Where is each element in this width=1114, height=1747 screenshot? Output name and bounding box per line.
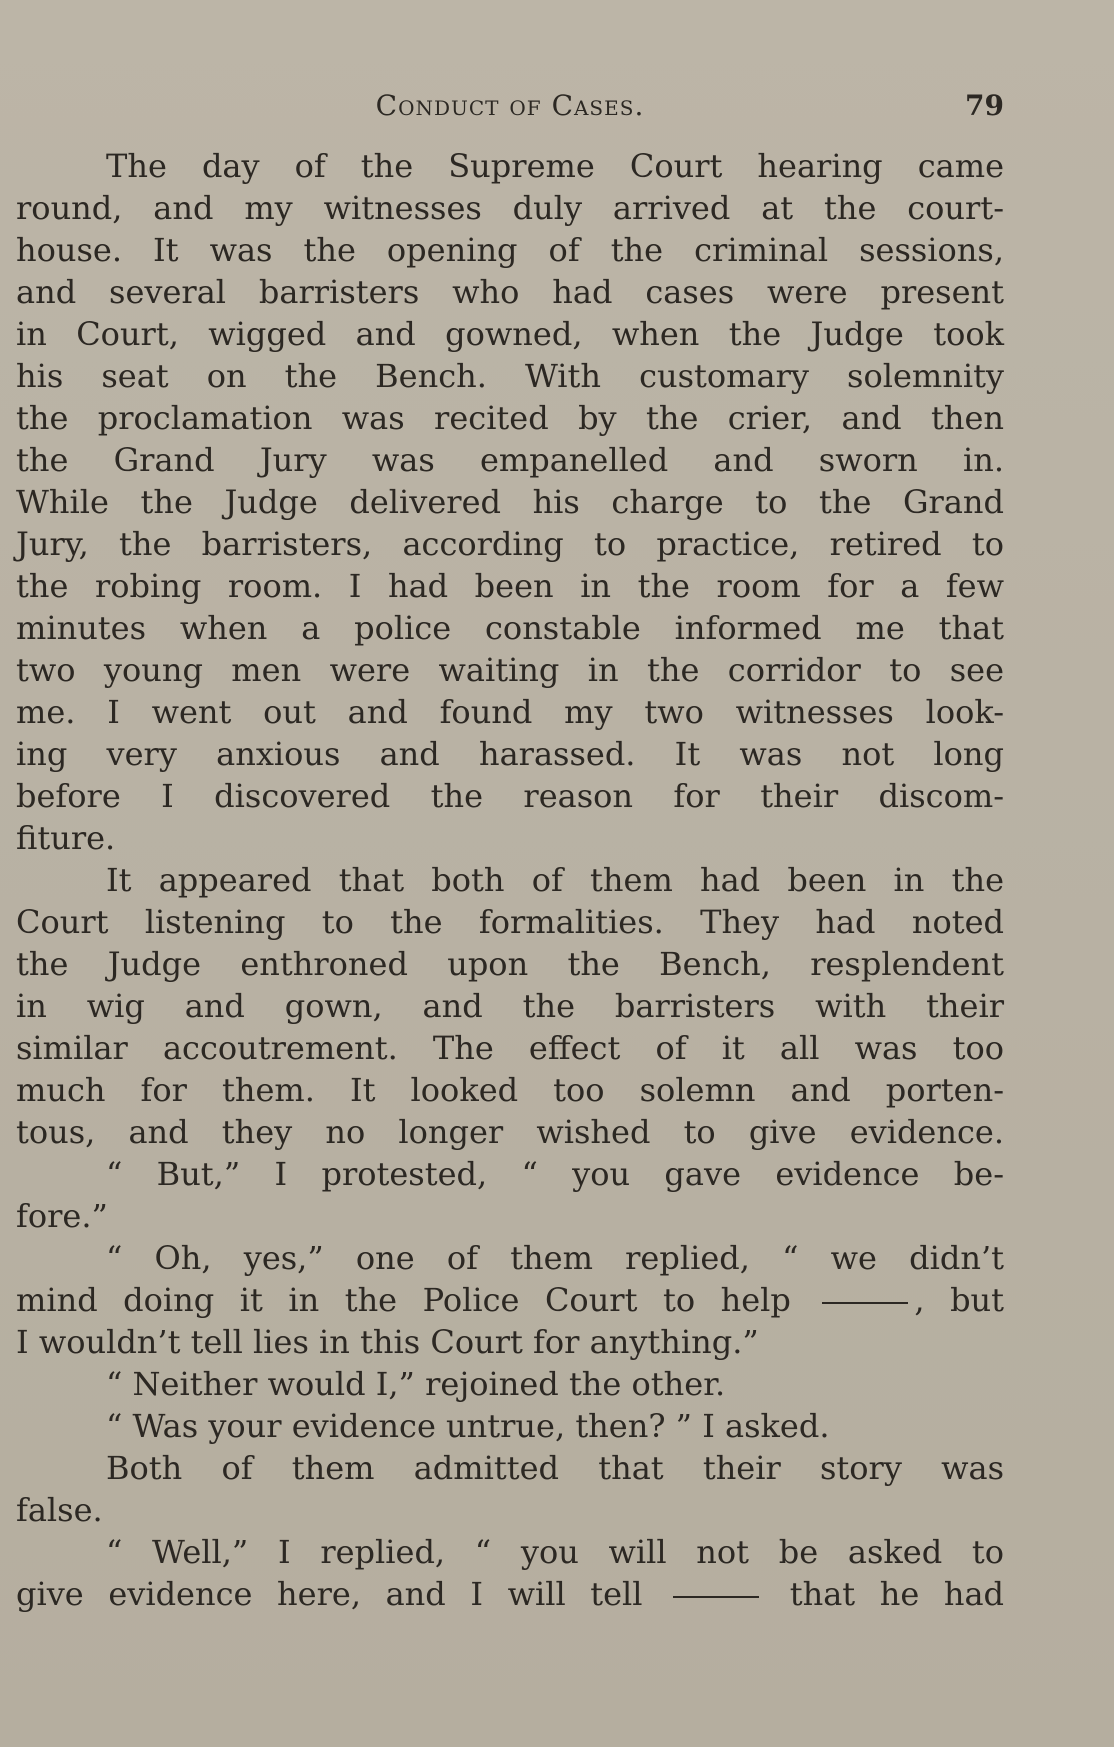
chapter-title: Conduct of Cases. [375,89,645,122]
paragraph [16,1531,1004,1615]
page-number: 79 [965,89,1004,122]
text-line: the Judge enthroned upon the Bench, resplendent [16,945,1004,983]
text-line: minutes when a police constable informed me that [16,609,1004,647]
text-line: I wouldn’t tell lies in this Court for anything.” [16,1323,759,1361]
text-line: Both of them admitted that their story was [106,1449,1004,1487]
paragraph [16,1153,1004,1237]
text-line: two young men were waiting in the corridor to see [16,651,1004,689]
text-line: fore.” [16,1197,108,1235]
text-line: his seat on the Bench. With customary solemnity [16,357,1004,395]
text-line: round, and my witnesses duly arrived at the court- [16,189,1004,227]
name-omitted-dash [673,1596,759,1598]
text-fragment: give evidence here, and I will tell [16,1575,643,1613]
text-fragment: , but [914,1281,1005,1319]
text-line: “ But,” I protested, “ you gave evidence be- [106,1155,1004,1193]
paragraph [16,1363,1004,1405]
text-line: in Court, wigged and gowned, when the Judge took [16,315,1004,353]
text-line [16,1279,1004,1321]
text-line: ing very anxious and harassed. It was not long [16,735,1004,773]
text-line: Jury, the barristers, according to practice, retired to [16,525,1004,563]
text-line: While the Judge delivered his charge to the Grand [16,483,1004,521]
paragraph [16,1405,1004,1447]
text-line: similar accoutrement. The effect of it all was too [16,1029,1004,1067]
text-line: the Grand Jury was empanelled and sworn in. [16,441,1004,479]
body-text [16,145,1004,1615]
text-line: “ Was your evidence untrue, then? ” I asked. [106,1407,830,1445]
paragraph [16,145,1004,859]
text-line: house. It was the opening of the criminal sessions, [16,231,1004,269]
paragraph [16,859,1004,1153]
text-line: the robing room. I had been in the room for a few [16,567,1004,605]
text-line: before I discovered the reason for their discom- [16,777,1004,815]
text-fragment: mind doing it in the Police Court to help [16,1281,791,1319]
text-line: It appeared that both of them had been in the [106,861,1004,899]
text-line: “ Neither would I,” rejoined the other. [106,1365,726,1403]
text-line: “ Well,” I replied, “ you will not be asked to [106,1533,1004,1571]
text-fragment: that he had [789,1575,1005,1613]
text-line: “ Oh, yes,” one of them replied, “ we didn’t [106,1239,1004,1277]
text-line: and several barristers who had cases were present [16,273,1004,311]
text-line: much for them. It looked too solemn and porten- [16,1071,1004,1109]
paragraph [16,1447,1004,1531]
text-line: fiture. [16,819,116,857]
text-line: The day of the Supreme Court hearing came [106,147,1004,185]
text-line: me. I went out and found my two witnesses look- [16,693,1004,731]
text-line: false. [16,1491,103,1529]
name-omitted-dash [822,1302,908,1304]
text-line [16,1573,1004,1615]
text-line: the proclamation was recited by the crier, and then [16,399,1004,437]
text-line: in wig and gown, and the barristers with their [16,987,1004,1025]
paragraph [16,1237,1004,1363]
text-line: Court listening to the formalities. They had noted [16,903,1004,941]
running-head [16,86,1004,126]
text-line: tous, and they no longer wished to give evidence. [16,1113,1004,1151]
